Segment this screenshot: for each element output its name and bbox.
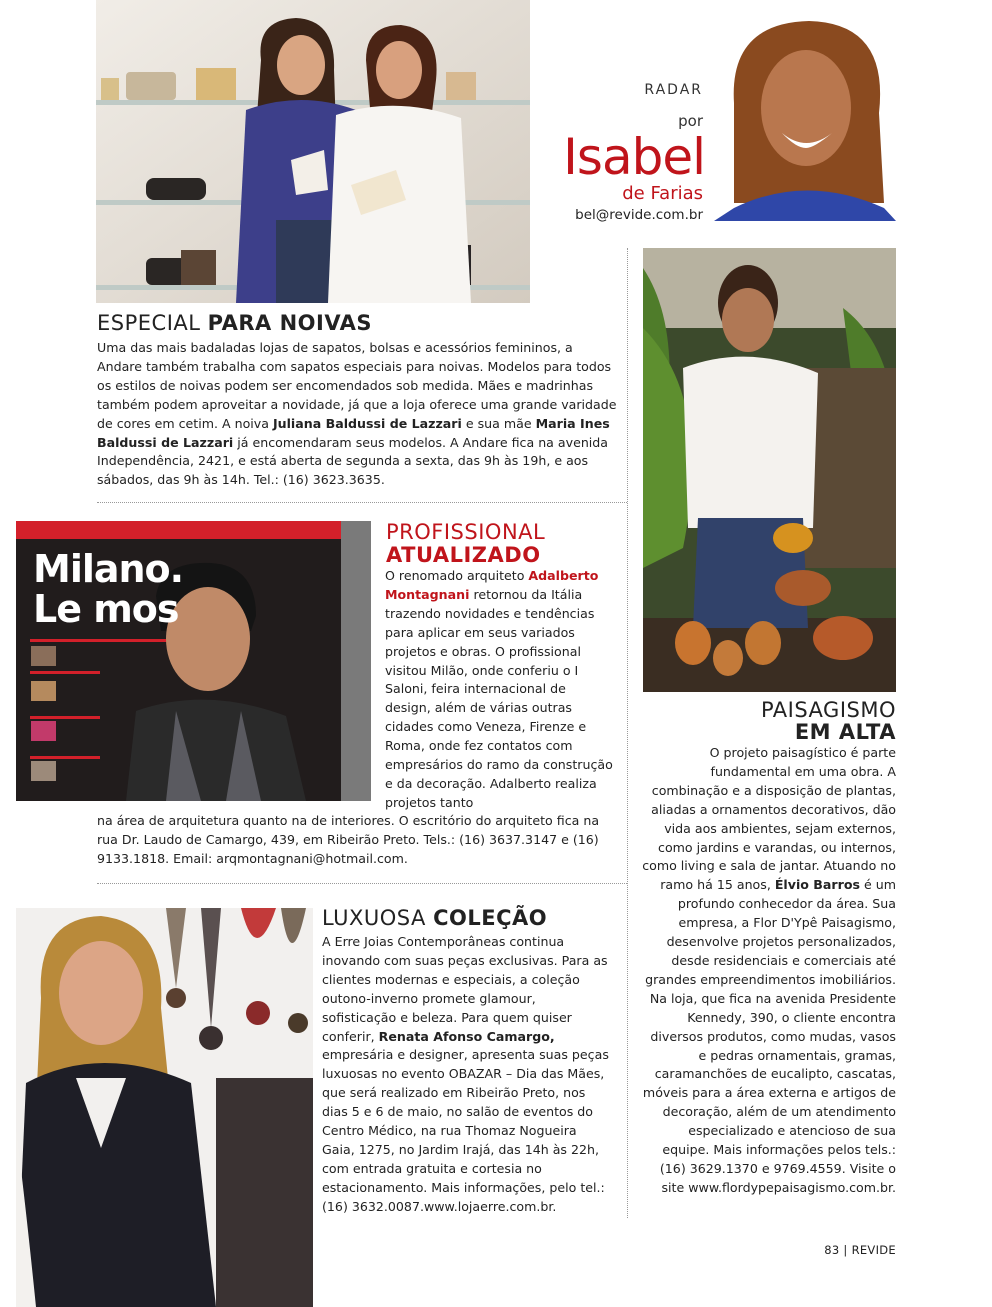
paisagismo-text-1: O projeto paisagístico é parte fundamental em uma obra. A combinação e a disposição de plantas, aliadas a ornamentos decorativos, dão vida aos ambientes, sejam externos, como jardins e varandas, ou internos, como living e sala de jantar. Atuando no ramo há 15 anos, — [642, 745, 896, 893]
photo-profissional — [16, 521, 371, 801]
column-kicker: RADAR — [644, 82, 703, 98]
heading-noivas — [97, 311, 617, 335]
divider-1 — [97, 502, 627, 503]
columnist-email[interactable]: bel@revide.com.br — [575, 207, 703, 223]
column-byline-por: por — [678, 112, 703, 130]
heading-noivas-light: ESPECIAL — [97, 311, 208, 335]
page-number: 83 — [824, 1243, 840, 1257]
profissional-name: Adalberto Montagnani — [385, 568, 599, 602]
luxuosa-text-2: empresária e designer, apresenta suas peças luxuosas no evento OBAZAR – Dia das Mães, que será realizado em Ribeirão Preto, nos dias 5 e 6 de maio, no salão de eventos do Centro Médico, na rua Thomaz Nogueira Gaia, 1275, no Jardim Irajá, das 14h às 22h, com entrada gratuita e cortesia no estacionamento. Mais informações, pelo tel.: (16) 3632.0087.www.lojaerre.com.br. — [322, 1047, 609, 1214]
noivas-text-2: e sua mãe — [461, 415, 536, 431]
heading-luxuosa-bold: COLEÇÃO — [433, 906, 548, 930]
heading-paisagismo-1: PAISAGISMO — [760, 698, 896, 722]
photo-noivas — [96, 0, 530, 303]
poster-text-2: Le mos — [33, 587, 179, 631]
heading-paisagismo-2: EM ALTA — [794, 720, 896, 744]
columnist-first-name: Isabel — [563, 128, 705, 186]
paisagismo-name: Élvio Barros — [774, 877, 860, 893]
noivas-text-3: já encomendaram seus modelos. A Andare fica na avenida Independência, 2421, e está aberta de segunda a sexta, das 9h às 19h, e aos sábados, das 9h às 14h. Tel.: (16) 3623.3635. — [97, 434, 609, 488]
luxuosa-text-1: A Erre Joias Contemporâneas continua inovando com suas peças exclusivas. Para as clientes modernas e especiais, a coleção outono-inverno promete glamour, sofisticação e beleza. Para quem quiser conferir, — [322, 934, 608, 1044]
luxuosa-name: Renata Afonso Camargo, — [378, 1028, 555, 1044]
heading-luxuosa — [322, 906, 622, 930]
article-paisagismo — [640, 744, 896, 1198]
divider-vertical — [627, 248, 628, 1218]
profissional-text-1: O renomado arquiteto — [385, 568, 529, 583]
columnist-last-name: de Farias — [622, 183, 703, 204]
noivas-name-bride: Juliana Baldussi de Lazzari — [272, 415, 462, 431]
heading-profissional-2: ATUALIZADO — [386, 543, 541, 567]
article-noivas — [97, 339, 619, 490]
paisagismo-text-2: é um profundo conhecedor da área. Sua empresa, a Flor D'Ypê Paisagismo, desenvolve projetos personalizados, desde residenciais e comerciais até grandes empreendimentos imobiliários. Na loja, que fica na avenida Presidente Kennedy, 390, o cliente encontra diversos produtos, como mudas, vasos e pedras ornamentais, gramas, caramanchões de eucalipto, cascatas, móveis para a área externa e artigos de decoração, além de um atendimento especializado e atencioso de sua equipe. Mais informações pelos tels.: (16) 3629.1370 e 9769.4559. Visite o site www.flordypepaisagismo.com.br. — [642, 877, 896, 1195]
profissional-text-2: retornou da Itália trazendo novidades e tendências para aplicar em seus variados projetos e obras. O profissional visitou Milão, onde conferiu o I Saloni, feira internacional de design, além de várias outras cidades como Veneza, Firenze e Roma, onde fez contatos com empresários do ramo da construção e da decoração. Adalberto realiza projetos tanto — [385, 586, 613, 810]
heading-luxuosa-light: LUXUOSA — [322, 906, 434, 930]
magazine-name: REVIDE — [851, 1243, 896, 1257]
divider-2 — [97, 883, 627, 884]
article-luxuosa — [322, 933, 612, 1217]
heading-noivas-bold: PARA NOIVAS — [207, 311, 373, 335]
article-profissional — [385, 567, 613, 813]
poster-text-1: Milano. — [33, 547, 184, 591]
heading-profissional-1: PROFISSIONAL — [386, 520, 546, 544]
noivas-text-1: Uma das mais badaladas lojas de sapatos, bolsas e acessórios femininos, a Andare também trabalha com sapatos especiais para noivas. Modelos para todos os estilos de noivas podem ser encomendados sob medida. Mães e madrinhas também podem aproveitar a novidade, já que a loja oferece uma grande varidade de cores em cetim. A noiva — [97, 340, 617, 431]
footer-separator: | — [843, 1243, 848, 1257]
noivas-name-mother: Maria Ines Baldussi de Lazzari — [97, 415, 610, 450]
photo-luxuosa — [16, 908, 313, 1307]
page-footer — [760, 1243, 896, 1257]
photo-columnist — [714, 13, 896, 221]
photo-paisagismo — [643, 248, 896, 692]
article-profissional-cont: na área de arquitetura quanto na de interiores. O escritório do arquiteto fica na rua Dr. Laudo de Camargo, 439, em Ribeirão Preto. Tels.: (16) 3637.3147 e (16) 9133.1818. Email: arqmontagnani@hotmail.com. — [97, 813, 600, 866]
